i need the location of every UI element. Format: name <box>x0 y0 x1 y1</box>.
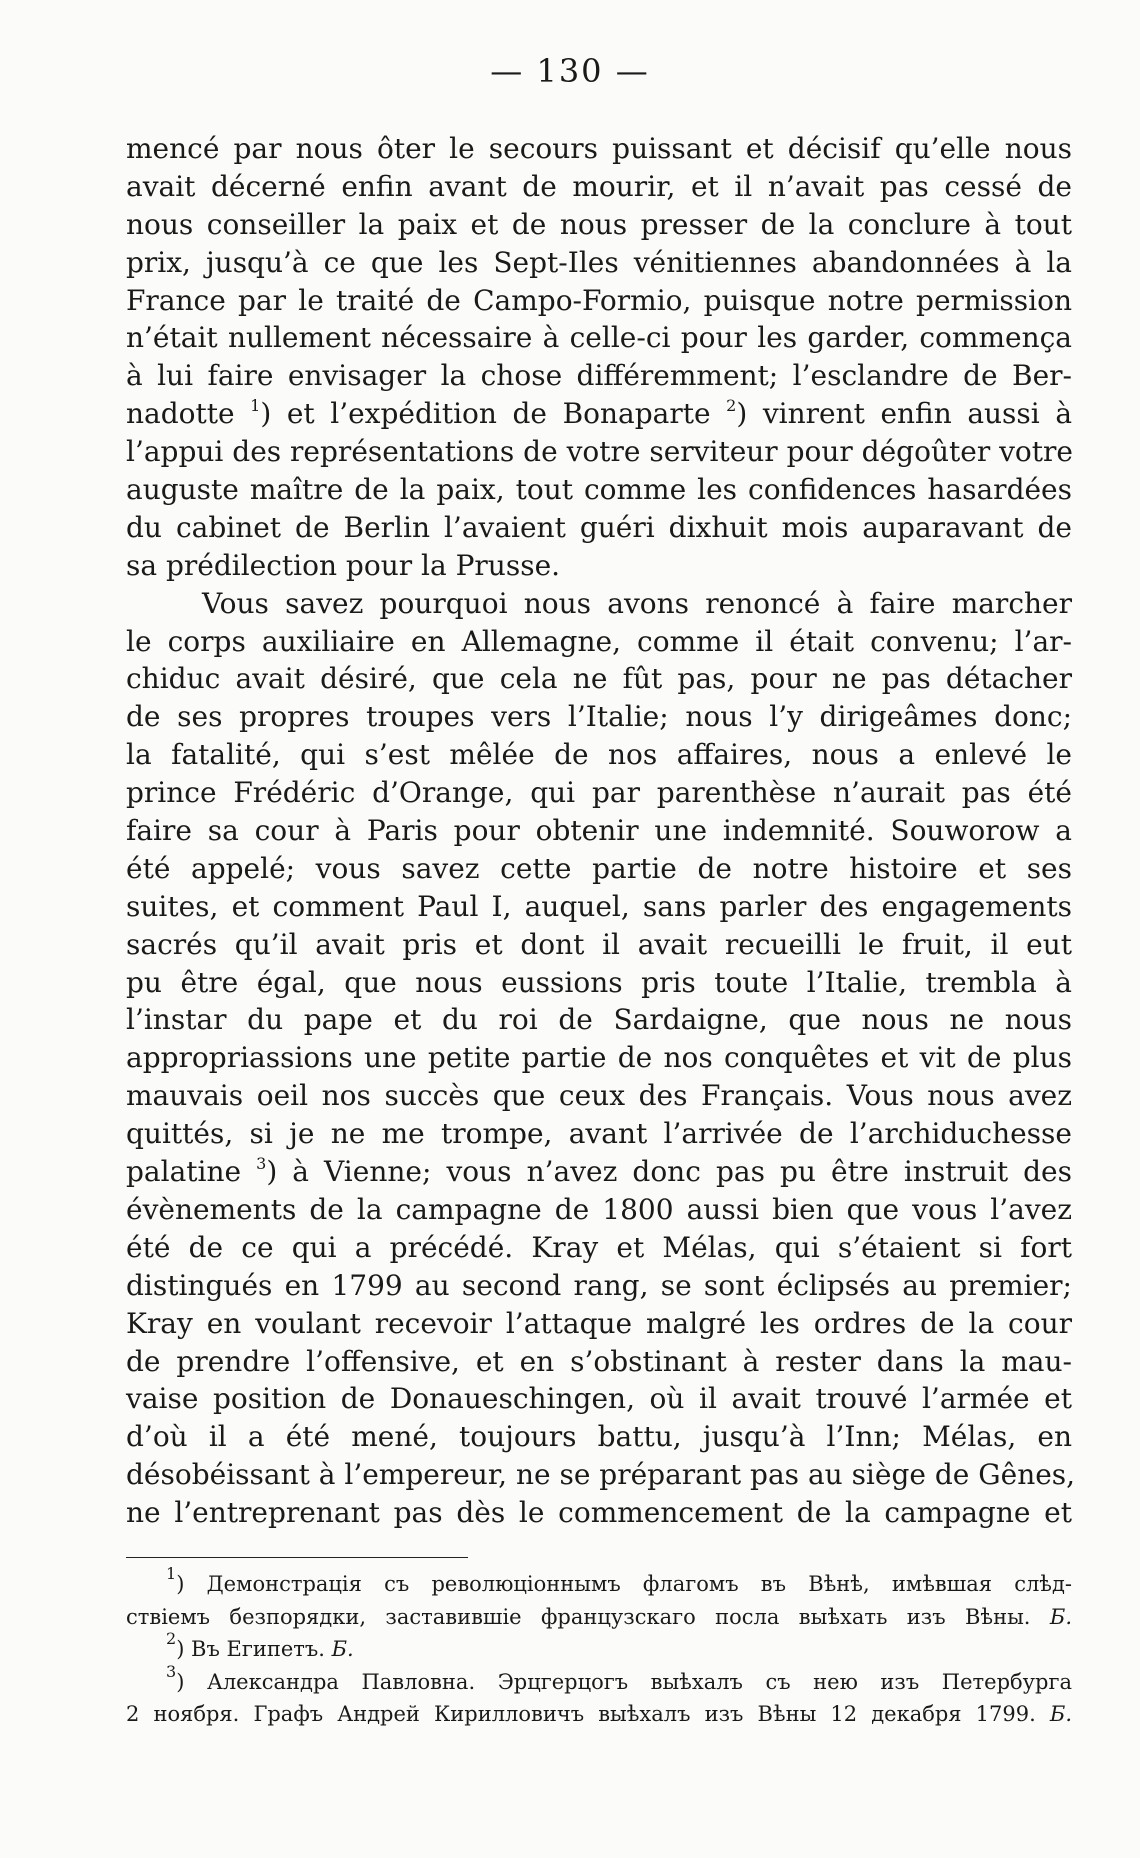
text-segment: ) à Vienne; vous n’avez donc pas pu être instruit des <box>266 1155 1072 1189</box>
text-line: pu être égal, que nous eussions pris toute l’Italie, trembla à <box>126 965 1072 999</box>
footnote-text: ) Демонстрація съ революціоннымъ флагомъ въ Вѣнѣ, имѣвшая слѣд- <box>176 1572 1072 1596</box>
footnote-ref: 3 <box>256 1154 267 1174</box>
footnote-text: ствіемъ безпорядки, заставившіе французскаго посла выѣхать изъ Вѣны. <box>126 1604 1031 1629</box>
footnote-1 <box>126 1564 1072 1601</box>
footnote-text: 2 ноября. Графъ Андрей Кирилловичъ выѣхалъ изъ Вѣны 12 декабря 1799. <box>126 1702 1036 1726</box>
text-line: l’appui des représentations de votre serviteur pour dégoûter votre <box>126 435 1073 469</box>
page-number: — 130 — <box>490 52 650 90</box>
text-line: vaise position de Donaueschingen, où il avait trouvé l’armée et <box>126 1382 1072 1416</box>
text-line: Vous savez pourquoi nous avons renoncé à faire marcher <box>202 586 1072 620</box>
footnote-1-continued <box>126 1601 1072 1634</box>
footnote-2 <box>126 1629 1072 1666</box>
text-line: été de ce qui a précédé. Kray et Mélas, qui s’étaient si fort <box>126 1230 1072 1264</box>
text-line: appropriassions une petite partie de nos conquêtes et vit de plus <box>126 1041 1072 1075</box>
text-line: suites, et comment Paul I, auquel, sans parler des engagements <box>126 889 1072 923</box>
footnotes <box>126 1564 1072 1731</box>
text-line: chiduc avait désiré, que cela ne fût pas, pour ne pas détacher <box>126 662 1072 696</box>
footnote-ref: 1 <box>250 396 261 416</box>
text-line: le corps auxiliaire en Allemagne, comme il était convenu; l’ar- <box>126 624 1072 658</box>
text-line: n’était nullement nécessaire à celle-ci pour les garder, commença <box>126 321 1072 355</box>
text-line: d’où il a été mené, toujours battu, jusqu’à l’Inn; Mélas, en <box>126 1420 1072 1454</box>
text-segment: palatine <box>126 1155 242 1189</box>
footnote-divider <box>126 1557 468 1558</box>
text-line: Kray en voulant recevoir l’attaque malgré les ordres de la cour <box>126 1306 1072 1340</box>
footnote-text: ) Въ Египетъ. <box>176 1637 325 1661</box>
text-line: mauvais oeil nos succès que ceux des Français. Vous nous avez <box>126 1079 1072 1113</box>
text-line: de prendre l’offensive, et en s’obstinant à rester dans la mau- <box>126 1344 1072 1378</box>
text-line-with-footnote-refs <box>126 395 1072 433</box>
text-line: ne l’entreprenant pas dès le commencement de la campagne et <box>126 1496 1072 1530</box>
text-line: auguste maître de la paix, tout comme les confidences hasardées <box>126 473 1072 507</box>
footnote-number: 2 <box>166 1629 177 1648</box>
text-segment: nadotte <box>126 397 235 431</box>
text-line: mencé par nous ôter le secours puissant et décisif qu’elle nous <box>126 132 1072 165</box>
footnote-signature: Б. <box>1049 1702 1072 1726</box>
footnote-text: ) Александра Павловна. Эрцгерцогъ выѣхалъ съ нею изъ Петербурга <box>176 1669 1072 1694</box>
footnote-signature: Б. <box>331 1637 354 1661</box>
text-line: prix, jusqu’à ce que les Sept-Iles vénitiennes abandonnées à la <box>126 245 1072 279</box>
text-line: distingués en 1799 au second rang, se sont éclipsés au premier; <box>126 1268 1072 1302</box>
body-text <box>126 130 1076 1532</box>
text-line: quittés, si je ne me trompe, avant l’arrivée de l’archiduchesse <box>126 1117 1072 1151</box>
footnote-ref: 2 <box>726 396 737 416</box>
text-line: nous conseiller la paix et de nous presser de la conclure à tout <box>126 207 1072 241</box>
footnote-3 <box>126 1661 1072 1699</box>
text-line: de ses propres troupes vers l’Italie; nous l’y dirigeâmes donc; <box>126 700 1072 734</box>
text-line: désobéissant à l’empereur, ne se préparant pas au siège de Gênes, <box>126 1458 1076 1492</box>
text-line-with-footnote-ref <box>126 1153 1072 1191</box>
text-line: sacrés qu’il avait pris et dont il avait recueilli le fruit, il eut <box>126 927 1072 961</box>
footnote-3-continued <box>126 1698 1072 1731</box>
text-line: du cabinet de Berlin l’avaient guéri dixhuit mois auparavant de <box>126 510 1072 544</box>
text-line: à lui faire envisager la chose différemment; l’esclandre de Ber- <box>126 359 1072 393</box>
text-line: sa prédilection pour la Prusse. <box>126 548 561 582</box>
text-segment: ) vinrent enfin aussi à <box>736 397 1073 431</box>
text-line: évènements de la campagne de 1800 aussi bien que vous l’avez <box>126 1192 1072 1226</box>
text-line: France par le traité de Campo-Formio, puisque notre permission <box>126 283 1072 317</box>
footnote-signature: Б. <box>1049 1604 1072 1629</box>
text-line: la fatalité, qui s’est mêlée de nos affaires, nous a enlevé le <box>126 738 1072 772</box>
text-line: été appelé; vous savez cette partie de notre histoire et ses <box>126 851 1072 885</box>
text-line: l’instar du pape et du roi de Sardaigne, que nous ne nous <box>126 1003 1072 1037</box>
text-line: avait décerné enfin avant de mourir, et il n’avait pas cessé de <box>126 169 1072 203</box>
footnote-number: 3 <box>166 1661 177 1681</box>
footnote-number: 1 <box>166 1564 177 1583</box>
text-line: faire sa cour à Paris pour obtenir une indemnité. Souworow a <box>126 814 1072 848</box>
text-line: prince Frédéric d’Orange, qui par parenthèse n’aurait pas été <box>126 776 1072 810</box>
text-segment: ) et l’expédition de Bonaparte <box>260 397 711 431</box>
